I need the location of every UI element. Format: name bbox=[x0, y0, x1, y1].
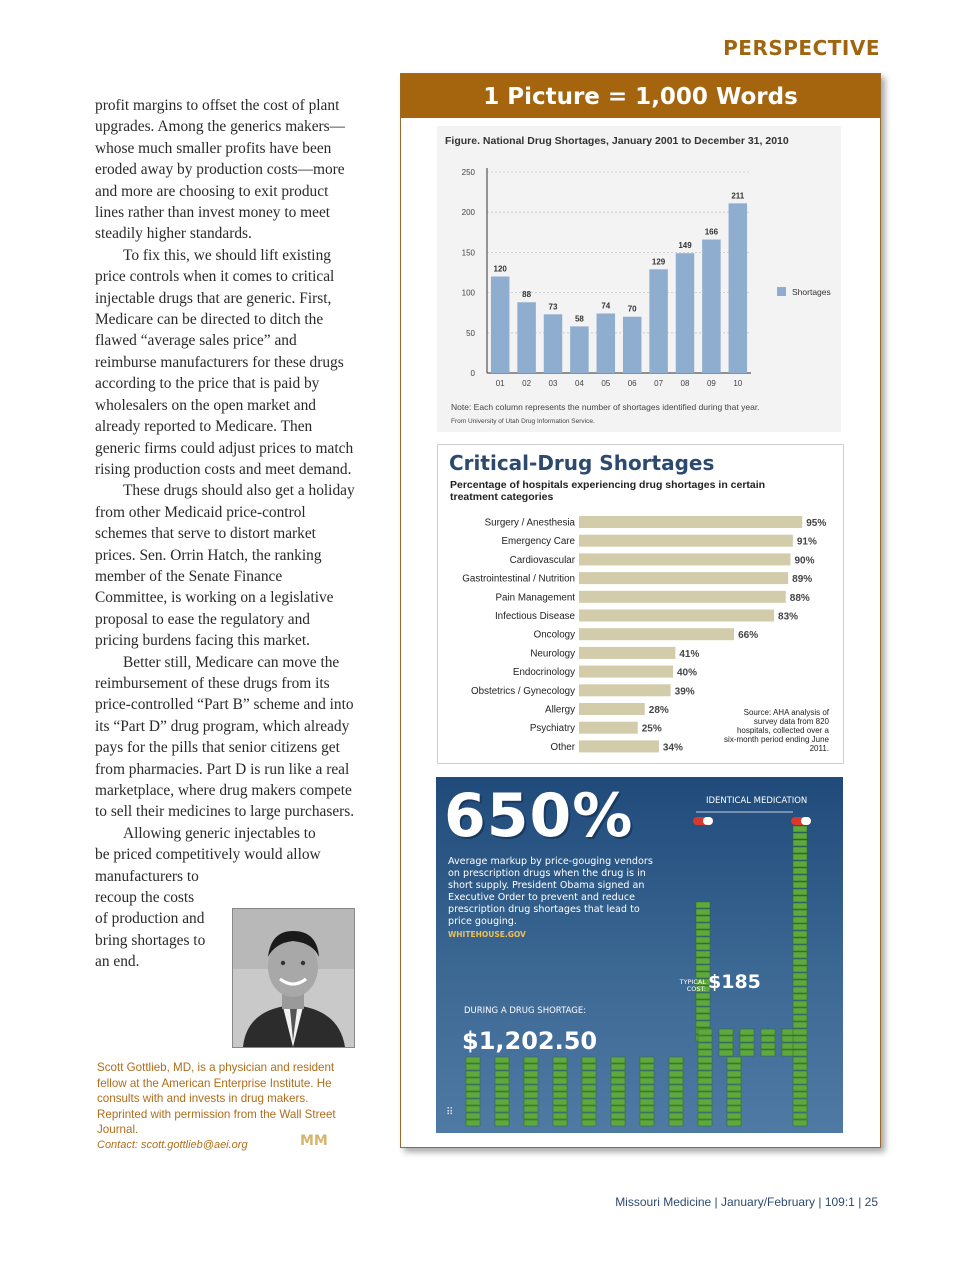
dollar-bill bbox=[698, 1071, 712, 1077]
y-tick-label: 250 bbox=[461, 168, 475, 177]
x-tick-label: 07 bbox=[654, 379, 664, 388]
dollar-bill bbox=[740, 1043, 754, 1049]
dollar-bill bbox=[524, 1099, 538, 1105]
dollar-bill bbox=[727, 1085, 741, 1091]
dollar-bill bbox=[698, 1099, 712, 1105]
identical-medication-label: IDENTICAL MEDICATION bbox=[706, 796, 808, 806]
dollar-bill bbox=[495, 1106, 509, 1112]
bar-value-label: 58 bbox=[574, 314, 584, 324]
category-label: Surgery / Anesthesia bbox=[484, 517, 575, 529]
author-photo bbox=[232, 908, 355, 1048]
dollar-bill bbox=[553, 1120, 567, 1126]
dollar-bill bbox=[793, 1085, 807, 1091]
x-tick-label: 03 bbox=[548, 379, 558, 388]
dollar-bill bbox=[793, 952, 807, 958]
dollar-bill bbox=[669, 1078, 683, 1084]
bar-value-label: 25% bbox=[641, 723, 662, 735]
chart-source: Source: AHA analysis of survey data from 820 hospitals, collected over a six-month period ending June 2011. bbox=[724, 708, 829, 753]
dollar-bill bbox=[696, 1007, 710, 1013]
bar-value-label: 89% bbox=[792, 574, 813, 586]
dollar-bill bbox=[611, 1071, 625, 1077]
x-tick-label: 06 bbox=[627, 379, 637, 388]
bar bbox=[579, 740, 659, 752]
dollar-bill bbox=[698, 1120, 712, 1126]
bar bbox=[579, 722, 638, 734]
dollar-bill bbox=[696, 1000, 710, 1006]
dollar-bill bbox=[495, 1085, 509, 1091]
y-tick-label: 150 bbox=[461, 248, 475, 258]
shortage-chart-svg bbox=[437, 126, 841, 432]
x-tick-label: 01 bbox=[495, 379, 505, 388]
dollar-bill bbox=[582, 1071, 596, 1077]
dollar-bill bbox=[793, 1120, 807, 1126]
bar-value-label: 70 bbox=[627, 304, 637, 314]
bar bbox=[579, 610, 774, 622]
dollar-bill bbox=[524, 1120, 538, 1126]
dollar-bill bbox=[793, 931, 807, 937]
dollar-bill bbox=[553, 1099, 567, 1105]
dollar-bill bbox=[640, 1113, 654, 1119]
dollar-bill bbox=[793, 945, 807, 951]
y-tick-label: 50 bbox=[466, 328, 475, 338]
dollar-bill bbox=[669, 1057, 683, 1063]
dollar-bill bbox=[669, 1085, 683, 1091]
dollar-bill bbox=[793, 1029, 807, 1035]
dollar-bill bbox=[669, 1120, 683, 1126]
dollar-bill bbox=[669, 1071, 683, 1077]
y-tick-label: 0 bbox=[470, 369, 475, 378]
category-label: Oncology bbox=[533, 629, 575, 641]
bar bbox=[579, 572, 788, 584]
dollar-bill bbox=[719, 1050, 733, 1056]
dollar-bill bbox=[719, 1043, 733, 1049]
x-tick-label: 02 bbox=[522, 379, 532, 388]
dollar-bill bbox=[640, 1057, 654, 1063]
dollar-bill bbox=[698, 1043, 712, 1049]
mm-logo: MM bbox=[300, 1133, 328, 1149]
dollar-bill bbox=[793, 924, 807, 930]
bar bbox=[702, 240, 720, 373]
article-paragraph-line: bring shortages to bbox=[95, 931, 206, 949]
bar bbox=[579, 516, 802, 528]
article-paragraph-line: manufacturers to bbox=[95, 867, 199, 885]
dollar-bill bbox=[793, 833, 807, 839]
dollar-bill bbox=[582, 1078, 596, 1084]
dollar-bill bbox=[727, 1092, 741, 1098]
dollar-bill bbox=[611, 1057, 625, 1063]
dollar-bill bbox=[611, 1085, 625, 1091]
category-label: Pain Management bbox=[495, 592, 575, 604]
dollar-bill bbox=[793, 868, 807, 874]
dollar-bill bbox=[582, 1064, 596, 1070]
legend-swatch bbox=[777, 287, 786, 296]
dollar-bill bbox=[793, 1071, 807, 1077]
dollar-bill bbox=[698, 1092, 712, 1098]
bar-value-label: 41% bbox=[679, 648, 700, 660]
dollar-bill bbox=[611, 1092, 625, 1098]
bar-value-label: 120 bbox=[493, 264, 507, 274]
dollar-bill bbox=[793, 1008, 807, 1014]
dollar-bill bbox=[793, 896, 807, 902]
dollar-bill bbox=[793, 1015, 807, 1021]
article-paragraph: To fix this, we should lift existing price controls when it comes to critical injectable drugs that are generic. First, Medicare can be directed to ditch the flawed “average sales price” and reimburse manufacturers for these drugs according to the price that is paid by wholesalers on the open market and already reported to Medicare. Then generic firms could adjust prices to match rising production costs and meet demand. bbox=[95, 246, 354, 478]
category-label: Psychiatry bbox=[529, 723, 575, 735]
dollar-bill bbox=[793, 1050, 807, 1056]
dollar-bill bbox=[793, 1113, 807, 1119]
bar bbox=[579, 666, 673, 678]
dollar-bill bbox=[495, 1071, 509, 1077]
dollar-bill bbox=[582, 1085, 596, 1091]
dollar-bill bbox=[466, 1078, 480, 1084]
dollar-bill bbox=[466, 1099, 480, 1105]
dollar-bill bbox=[761, 1043, 775, 1049]
dollar-bill bbox=[696, 951, 710, 957]
dollar-bill bbox=[524, 1085, 538, 1091]
bar-value-label: 90% bbox=[794, 555, 815, 567]
bar-value-label: 95% bbox=[806, 518, 827, 529]
dollar-bill bbox=[793, 980, 807, 986]
sidebar-title: 1 Picture = 1,000 Words bbox=[401, 74, 880, 118]
article-paragraph-line: an end. bbox=[95, 953, 140, 971]
dollar-bill bbox=[793, 1078, 807, 1084]
shortage-cost-label: DURING A DRUG SHORTAGE: bbox=[464, 1006, 587, 1016]
dollar-bill bbox=[727, 1057, 741, 1063]
dollar-bill bbox=[696, 993, 710, 999]
dollar-bill bbox=[524, 1057, 538, 1063]
bar-value-label: 129 bbox=[651, 257, 666, 267]
article-paragraph: Better still, Medicare can move the reimbursement of these drugs from its price-controlled “Part B” scheme and into its “Part D” drug program, which already pays for the pills that senior citizens get from pharmacies. Part D is run like a real marketplace, where drug makers compete to sell their medicines to large purchasers. bbox=[95, 653, 355, 821]
bar bbox=[579, 684, 671, 696]
dollar-bill bbox=[582, 1057, 596, 1063]
dollar-bill bbox=[696, 916, 710, 922]
dollar-bill bbox=[495, 1113, 509, 1119]
dollar-bill bbox=[696, 944, 710, 950]
shortage-bar-chart bbox=[437, 126, 841, 432]
dollar-bill bbox=[669, 1106, 683, 1112]
category-label: Cardiovascular bbox=[509, 554, 575, 566]
dollar-bill bbox=[793, 889, 807, 895]
y-tick-label: 100 bbox=[461, 288, 475, 298]
dollar-bill bbox=[719, 1036, 733, 1042]
typical-cost-value: $185 bbox=[708, 971, 761, 993]
dollar-bill bbox=[582, 1092, 596, 1098]
dollar-bill bbox=[793, 1057, 807, 1063]
category-label: Endocrinology bbox=[512, 667, 575, 679]
dollar-bill bbox=[698, 1064, 712, 1070]
dollar-bill bbox=[698, 1029, 712, 1035]
article-paragraph-line: of production and bbox=[95, 910, 205, 928]
y-tick-label: 200 bbox=[461, 208, 475, 218]
dollar-bill bbox=[793, 882, 807, 888]
dollar-bill bbox=[466, 1071, 480, 1077]
category-label: Obstetrics / Gynecology bbox=[471, 685, 575, 697]
dollar-bill bbox=[698, 1057, 712, 1063]
dollar-bill bbox=[740, 1029, 754, 1035]
x-tick-label: 05 bbox=[601, 379, 611, 388]
category-label: Emergency Care bbox=[501, 536, 575, 548]
dollar-bill bbox=[698, 1113, 712, 1119]
bar-value-label: 28% bbox=[648, 705, 669, 716]
chart-title: Critical-Drug Shortages bbox=[449, 451, 715, 475]
dollar-bill bbox=[669, 1092, 683, 1098]
dollar-bill bbox=[640, 1120, 654, 1126]
markup-description: Average markup by price-gouging vendors on prescription drugs when the drug is in short supply. President Obama signed an Executive Order to prevent and reduce prescription drug shortages that lead to price gouging. bbox=[448, 856, 653, 927]
dollar-bill bbox=[611, 1120, 625, 1126]
article-paragraph-line: Allowing generic injectables to bbox=[123, 824, 316, 842]
dollar-bill bbox=[696, 1021, 710, 1027]
dollar-bill bbox=[698, 1050, 712, 1056]
dollar-bill bbox=[793, 826, 807, 832]
page-footer: Missouri Medicine | January/February | 109:1 | 25 bbox=[615, 1195, 878, 1209]
dollar-bill bbox=[698, 1036, 712, 1042]
dollar-bill bbox=[669, 1113, 683, 1119]
dollar-bill bbox=[793, 1099, 807, 1105]
dollar-bill bbox=[640, 1099, 654, 1105]
dollar-bill bbox=[696, 923, 710, 929]
dollar-bill bbox=[727, 1064, 741, 1070]
pill-capsule-half bbox=[703, 817, 713, 825]
dollar-bill bbox=[669, 1064, 683, 1070]
dollar-bill bbox=[495, 1099, 509, 1105]
dollar-bill bbox=[793, 966, 807, 972]
category-label: Gastrointestinal / Nutrition bbox=[462, 573, 575, 585]
bar-value-label: 88 bbox=[522, 290, 532, 300]
markup-headline: 650% bbox=[444, 781, 634, 851]
dollar-bill bbox=[793, 959, 807, 965]
bar bbox=[570, 326, 588, 373]
bar-value-label: 149 bbox=[678, 241, 692, 251]
dollar-bill bbox=[740, 1036, 754, 1042]
x-tick-label: 04 bbox=[574, 379, 584, 388]
dollar-bill bbox=[495, 1078, 509, 1084]
category-label: Other bbox=[550, 741, 575, 753]
x-tick-label: 08 bbox=[680, 379, 690, 388]
dollar-bill bbox=[761, 1036, 775, 1042]
bar-value-label: 39% bbox=[674, 686, 695, 698]
dollar-bill bbox=[553, 1071, 567, 1077]
bar bbox=[579, 703, 645, 715]
dollar-bill bbox=[553, 1106, 567, 1112]
dollar-bill bbox=[793, 1106, 807, 1112]
bar-value-label: 166 bbox=[704, 227, 719, 237]
author-contact: Contact: scott.gottlieb@aei.org bbox=[97, 1138, 248, 1151]
dollar-bill bbox=[466, 1085, 480, 1091]
dollar-bill bbox=[793, 1064, 807, 1070]
dollar-bill bbox=[582, 1113, 596, 1119]
dollar-bill bbox=[640, 1085, 654, 1091]
legend-label: Shortages bbox=[792, 287, 831, 297]
dollar-bill bbox=[696, 909, 710, 915]
dollar-bill bbox=[698, 1106, 712, 1112]
dollar-bill bbox=[696, 930, 710, 936]
bar bbox=[579, 553, 791, 565]
dollar-bill bbox=[727, 1071, 741, 1077]
dollar-bill bbox=[553, 1057, 567, 1063]
category-label: Allergy bbox=[545, 704, 575, 716]
dollar-bill bbox=[793, 1001, 807, 1007]
bar-value-label: 73 bbox=[548, 302, 558, 312]
dollar-bill bbox=[696, 958, 710, 964]
picture-sidebar bbox=[400, 73, 881, 1148]
dollar-bill bbox=[553, 1085, 567, 1091]
dollar-bill bbox=[727, 1113, 741, 1119]
x-tick-label: 09 bbox=[706, 379, 716, 388]
dollar-bill bbox=[793, 973, 807, 979]
bar bbox=[579, 535, 793, 547]
typical-cost-label: TYPICAL COST: bbox=[679, 978, 706, 993]
article-paragraph: profit margins to offset the cost of plant upgrades. Among the generics makers—whose much smaller profits have been eroded away by production costs—more and more are choosing to exit product lines rather than invest money to meet steadily higher standards. bbox=[95, 97, 346, 243]
dollar-bill bbox=[640, 1071, 654, 1077]
bar bbox=[579, 647, 675, 659]
author-bio-text: Scott Gottlieb, MD, is a physician and resident fellow at the American Enterprise Institute. He consults with and invests in drug makers. Reprinted with permission from the Wall Street Journal. bbox=[97, 1061, 336, 1137]
bar bbox=[579, 591, 786, 603]
bar bbox=[623, 317, 641, 373]
dollar-bill bbox=[696, 1014, 710, 1020]
bill-dots-marker: ⠿ bbox=[446, 1107, 454, 1118]
dollar-bill bbox=[793, 1036, 807, 1042]
dollar-bill bbox=[793, 875, 807, 881]
dollar-bill bbox=[696, 937, 710, 943]
dollar-bill bbox=[495, 1064, 509, 1070]
bar bbox=[491, 277, 509, 373]
dollar-bill bbox=[793, 910, 807, 916]
bar bbox=[597, 314, 615, 373]
chart-subtitle: Percentage of hospitals experiencing drug shortages in certain treatment categories bbox=[450, 479, 766, 503]
dollar-bill bbox=[698, 1078, 712, 1084]
dollar-bill bbox=[524, 1064, 538, 1070]
bar bbox=[517, 302, 535, 373]
dollar-bill bbox=[793, 903, 807, 909]
bar bbox=[649, 269, 667, 373]
dollar-bill bbox=[793, 854, 807, 860]
dollar-bill bbox=[495, 1092, 509, 1098]
dollar-bill bbox=[495, 1057, 509, 1063]
dollar-bill bbox=[640, 1078, 654, 1084]
dollar-bill bbox=[696, 902, 710, 908]
dollar-bill bbox=[466, 1113, 480, 1119]
dollar-bill bbox=[466, 1057, 480, 1063]
dollar-bill bbox=[553, 1078, 567, 1084]
bar-value-label: 34% bbox=[662, 742, 683, 754]
article-paragraph: These drugs should also get a holiday from other Medicaid price-control schemes that serve to distort market prices. Sen. Orrin Hatch, the ranking member of the Senate Finance Committee, is working on a legislative proposal to ease the regulatory and pricing burdens facing this market. bbox=[95, 482, 355, 650]
bar-value-label: 74 bbox=[601, 301, 611, 311]
dollar-bill bbox=[761, 1050, 775, 1056]
dollar-bill bbox=[553, 1113, 567, 1119]
dollar-bill bbox=[761, 1029, 775, 1035]
dollar-bill bbox=[466, 1092, 480, 1098]
dollar-bill bbox=[466, 1120, 480, 1126]
article-body bbox=[95, 95, 357, 973]
author-photo-illustration bbox=[233, 909, 354, 1047]
bar-value-label: 211 bbox=[731, 191, 745, 201]
bar bbox=[676, 253, 694, 373]
dollar-bill bbox=[611, 1099, 625, 1105]
dollar-bill bbox=[524, 1071, 538, 1077]
dollar-bill bbox=[466, 1106, 480, 1112]
chart-note: Note: Each column represents the number of shortages identified during that year. bbox=[451, 402, 760, 412]
bar-value-label: 88% bbox=[789, 592, 810, 604]
dollar-bill bbox=[524, 1113, 538, 1119]
dollar-bill bbox=[793, 994, 807, 1000]
dollar-bill bbox=[669, 1099, 683, 1105]
dollar-bill bbox=[611, 1106, 625, 1112]
dollar-bill bbox=[719, 1029, 733, 1035]
dollar-bill bbox=[793, 1043, 807, 1049]
dollar-bill bbox=[698, 1085, 712, 1091]
bar bbox=[544, 314, 562, 373]
chart-source: From University of Utah Drug Information Service. bbox=[451, 418, 595, 425]
article-paragraph-line: recoup the costs bbox=[95, 889, 195, 907]
whitehouse-link[interactable]: WHITEHOUSE.GOV bbox=[448, 930, 526, 939]
dollar-bill bbox=[740, 1050, 754, 1056]
dollar-bill bbox=[582, 1099, 596, 1105]
bar-value-label: 91% bbox=[796, 536, 817, 548]
category-label: Infectious Disease bbox=[494, 611, 575, 622]
bar-value-label: 66% bbox=[738, 630, 759, 642]
markup-infographic bbox=[436, 777, 843, 1133]
article-paragraph-line: be priced competitively would allow bbox=[95, 846, 321, 864]
dollar-bill bbox=[611, 1113, 625, 1119]
dollar-bill bbox=[640, 1106, 654, 1112]
bar bbox=[579, 628, 734, 640]
bar bbox=[729, 203, 747, 373]
dollar-bill bbox=[793, 938, 807, 944]
bar-value-label: 83% bbox=[778, 611, 799, 623]
dollar-bill bbox=[495, 1120, 509, 1126]
critical-drug-chart bbox=[437, 444, 844, 764]
dollar-bill bbox=[524, 1078, 538, 1084]
dollar-bill bbox=[553, 1092, 567, 1098]
section-label: PERSPECTIVE bbox=[723, 36, 880, 60]
dollar-bill bbox=[793, 987, 807, 993]
bar-value-label: 40% bbox=[677, 667, 698, 679]
dollar-bill bbox=[524, 1092, 538, 1098]
x-tick-label: 10 bbox=[733, 379, 743, 388]
dollar-bill bbox=[727, 1120, 741, 1126]
shortage-cost-value: $1,202.50 bbox=[462, 1027, 598, 1055]
pill-capsule-half bbox=[801, 817, 811, 825]
dollar-bill bbox=[793, 917, 807, 923]
dollar-bill bbox=[524, 1106, 538, 1112]
dollar-bill bbox=[582, 1106, 596, 1112]
dollar-bill bbox=[582, 1120, 596, 1126]
dollar-bill bbox=[727, 1099, 741, 1105]
dollar-bill bbox=[466, 1064, 480, 1070]
category-label: Neurology bbox=[530, 648, 575, 660]
dollar-bill bbox=[793, 1022, 807, 1028]
dollar-bill bbox=[793, 861, 807, 867]
dollar-bill bbox=[727, 1078, 741, 1084]
dollar-bill bbox=[793, 847, 807, 853]
dollar-bill bbox=[611, 1064, 625, 1070]
dollar-bill bbox=[553, 1064, 567, 1070]
dollar-bill bbox=[640, 1092, 654, 1098]
dollar-bill bbox=[727, 1106, 741, 1112]
dollar-bill bbox=[611, 1078, 625, 1084]
dollar-bill bbox=[640, 1064, 654, 1070]
dollar-bill bbox=[793, 1092, 807, 1098]
chart-title: Figure. National Drug Shortages, January 2001 to December 31, 2010 bbox=[445, 135, 789, 147]
dollar-bill bbox=[793, 840, 807, 846]
